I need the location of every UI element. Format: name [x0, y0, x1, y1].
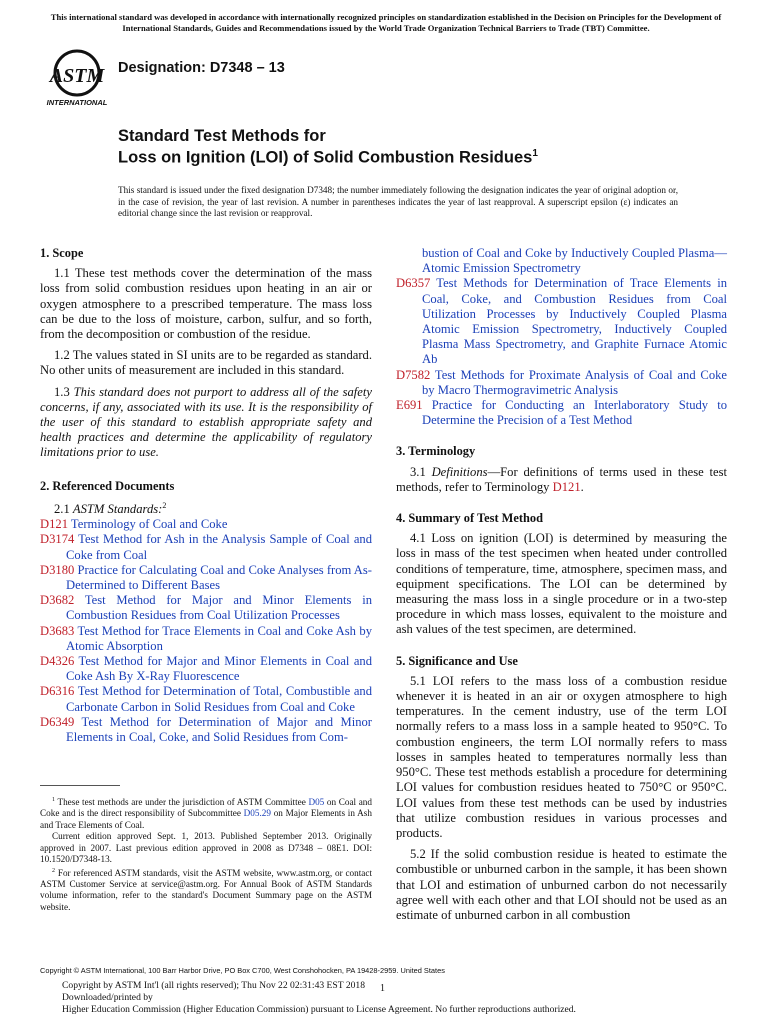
astm-logo-icon: [42, 48, 112, 108]
reference-title[interactable]: Test Method for Major and Minor Elements in Coal and Coke Ash By X-Ray Fluorescence: [66, 654, 373, 684]
reference-item[interactable]: [40, 715, 372, 745]
reference-item[interactable]: [40, 532, 372, 562]
download-notice: Copyright by ASTM Int'l (all rights reserved); Thu Nov 22 02:31:43 EST 2018 Downloaded/printed by Higher Education Commission (Higher Education Commission) pursuant to License Agreement. No further reproductions authorized.: [62, 980, 576, 1016]
title-line-2: Loss on Ignition (LOI) of Solid Combustion Residues$^1$: [118, 148, 538, 167]
reference-list-left: [40, 517, 372, 745]
summary-heading: 4. Summary of Test Method: [396, 511, 543, 526]
reference-item[interactable]: [40, 563, 372, 593]
reference-code[interactable]: D3174: [40, 532, 75, 547]
reference-item[interactable]: [40, 517, 372, 532]
reference-title[interactable]: Test Method for Determination of Total, Combustible and Carbonate Carbon in Solid Residues from Coal and Coke: [66, 684, 373, 714]
astm-logo: [42, 48, 112, 108]
wto-notice: This international standard was developed in accordance with internationally recognized principles on standardization established in the Decision on Principles for the Development of International Standards, Guides and Recommendations issued by the World Trade Organization Technical Barriers to Trade (TBT) Committee.: [50, 12, 722, 33]
reference-item[interactable]: [396, 276, 727, 367]
page-number: 1: [380, 983, 385, 994]
reference-item[interactable]: [40, 654, 372, 684]
reference-code[interactable]: D3682: [40, 593, 75, 608]
reference-code[interactable]: D3683: [40, 623, 75, 638]
reference-item[interactable]: [396, 368, 727, 398]
footnote-1-edition: Current edition approved Sept. 1, 2013. Published September 2013. Originally approved in 2007. Last previous edition approved in 2008 as D7348 – 08E1. DOI: 10.1520/D7348-13.: [40, 831, 372, 865]
subcommittee-link[interactable]: D05.29: [243, 808, 271, 819]
title-footnote-mark: 1: [532, 148, 538, 159]
designation: Designation: D7348 – 13: [118, 60, 285, 76]
left-column: [40, 246, 372, 745]
svg-text:ASTM: ASTM: [49, 65, 105, 87]
committee-link[interactable]: D05: [308, 797, 325, 808]
copyright-line: Copyright © ASTM International, 100 Barr Harbor Drive, PO Box C700, West Conshohocken, PA 19428-2959. United States: [40, 966, 445, 975]
reference-title[interactable]: Practice for Calculating Coal and Coke Analyses from As-Determined to Different Bases: [66, 562, 372, 593]
reference-list-right: [396, 276, 727, 428]
reference-title[interactable]: Test Method for Determination of Major and Minor Elements in Coal, Coke, and Solid Residues from Com-: [66, 714, 373, 745]
reference-title[interactable]: Test Methods for Proximate Analysis of Coal and Coke by Macro Thermogravimetric Analysis: [422, 367, 727, 397]
right-column: [396, 246, 727, 923]
scope-heading: 1. Scope: [40, 246, 84, 260]
reference-title[interactable]: Practice for Conducting an Interlaboratory Study to Determine the Precision of a Test Method: [422, 398, 727, 428]
significance-heading: 5. Significance and Use: [396, 653, 518, 668]
significance-5-2: 5.2 If the solid combustion residue is heated to estimate the combustible or unburned carbon in the sample, it has been shown that LOI and estimation of unburned carbon do not necessarily agree well with each other and that LOI should not be used as an estimate of unburned carbon in all combustion: [396, 847, 727, 922]
summary-4-1: 4.1 Loss on ignition (LOI) is determined by measuring the loss in mass of the test specimen when heated under controlled conditions of temperature, time, atmosphere, specimen mass, and equipment specifications. The LOI can be determined by measuring the mass loss in a single procedure or in a two-step procedure in which mass losses, equivalent to the moisture and ash values of the test specimen, are determined.: [396, 531, 727, 637]
reference-code[interactable]: E691: [396, 398, 423, 413]
refdocs-heading: 2. Referenced Documents: [40, 478, 175, 493]
footnote-rule: [40, 785, 120, 786]
footnote-2: $^2$ For referenced ASTM standards, visit the ASTM website, www.astm.org, or contact ASTM Customer Service at service@astm.org. For Annual Book of ASTM Standards volume information, refer to the standard's Document Summary page on the ASTM website.: [40, 867, 372, 912]
reference-code[interactable]: D3180: [40, 562, 75, 577]
footnote-1: $^1$ These test methods are under the jurisdiction of ASTM Committee D05 on Coal and Coke and is the direct responsibility of Subcommittee D05.29 on Major Elements in Ash and Trace Elements of Coal.: [40, 797, 372, 830]
terminology-3-1: 3.1 Definitions—For definitions of terms used in these test methods, refer to Terminology D121.: [396, 464, 728, 494]
astm-standards-label: 2.1 ASTM Standards:$^2$: [54, 500, 167, 517]
title-line-1: Standard Test Methods for: [118, 127, 326, 145]
reference-code[interactable]: D6357: [396, 276, 431, 291]
significance-5-1: 5.1 LOI refers to the mass loss of a combustion residue whenever it is heated in an air or oxygen atmosphere to high temperatures. In the cement industry, use of the term LOI normally refers to a mass loss in a sample heated to 950°C. To combustion engineers, the term LOI normally refers to mass losses in samples heated to temperatures normally less than 950°C. These test methods establish a procedure for determining LOI values for combustion residues heated to 750°C or 950°C. LOI values from these test methods can be used by industries that utilize combustion residues in various processes and products.: [396, 673, 727, 840]
svg-text:INTERNATIONAL: INTERNATIONAL: [46, 98, 108, 107]
reference-title[interactable]: Test Method for Trace Elements in Coal and Coke Ash by Atomic Absorption: [66, 623, 372, 653]
reference-title[interactable]: Terminology of Coal and Coke: [70, 517, 228, 532]
reference-code[interactable]: D6349: [40, 714, 75, 729]
d121-link[interactable]: D121: [552, 479, 581, 494]
reference-code[interactable]: D6316: [40, 684, 75, 699]
reference-title[interactable]: Test Methods for Determination of Trace Elements in Coal, Coke, and Combustion Residues from Coal Utilization Processes by Inductively Coupled Plasma Atomic Emission Spectrometry, Inductively Coupled Plasma Mass Spectrometry, and Graphite Furnace Atomic Ab: [422, 276, 728, 367]
scope-1-3: 1.3 This standard does not purport to address all of the safety concerns, if any, associated with its use. It is the responsibility of the user of this standard to establish appropriate safety and health practices and determine the applicability of regulatory limitations prior to use.: [40, 384, 372, 460]
reference-item[interactable]: [40, 624, 372, 654]
reference-item[interactable]: [396, 398, 727, 428]
footnotes: [40, 795, 372, 913]
scope-1-1: 1.1 These test methods cover the determination of the mass loss from solid combustion residues upon heating in an air or oxygen atmosphere to a prescribed temperature. The mass loss can be due to the loss of moisture, carbon, sulfur, and so forth, from the decomposition or combustion of the residue.: [40, 266, 372, 342]
reference-item[interactable]: [40, 684, 372, 714]
reference-title[interactable]: Test Method for Major and Minor Elements in Combustion Residues from Coal Utilization Processes: [66, 593, 372, 623]
reference-code[interactable]: D4326: [40, 654, 75, 669]
terminology-heading: 3. Terminology: [396, 444, 476, 459]
reference-code[interactable]: D7582: [396, 367, 431, 382]
reference-code[interactable]: D121: [40, 517, 68, 532]
reference-title[interactable]: Test Method for Ash in the Analysis Sample of Coal and Coke from Coal: [66, 532, 373, 562]
scope-1-2: 1.2 The values stated in SI units are to be regarded as standard. No other units of measurement are included in this standard.: [40, 348, 372, 378]
issued-note: This standard is issued under the fixed designation D7348; the number immediately following the designation indicates the year of original adoption or, in the case of revision, the year of last revision. A number in parentheses indicates the year of last reapproval. A superscript epsilon (ε) indicates an editorial change since the last revision or reapproval.: [118, 185, 678, 219]
reference-item[interactable]: [40, 593, 372, 623]
reference-continued[interactable]: bustion of Coal and Coke by Inductively Coupled Plasma—Atomic Emission Spectrometry: [422, 246, 727, 276]
